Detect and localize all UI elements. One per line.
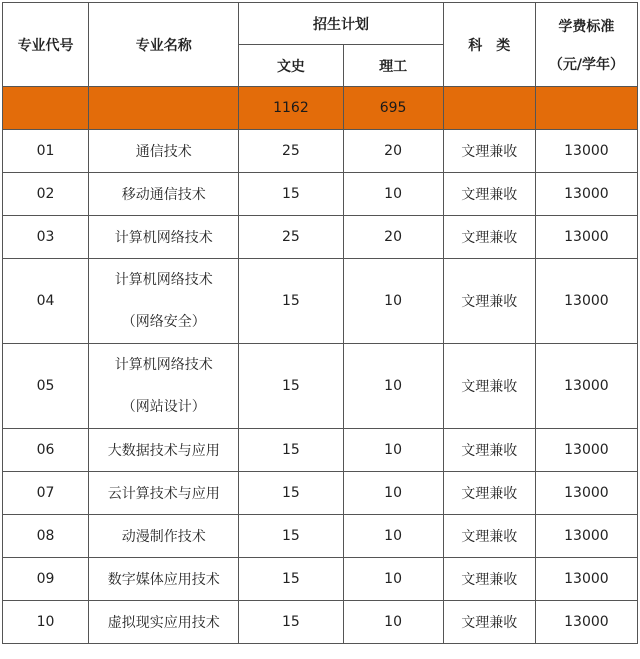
header-fee-line2: （元/学年） [548,56,624,73]
table-row [3,515,638,558]
cell-name-line1: 计算机网络技术 [114,272,213,288]
cell-name-line1: 计算机网络技术 [114,357,213,373]
header-name: 专业名称 [89,3,239,87]
cell-fee: 13000 [535,216,637,259]
summary-name [89,87,239,130]
cell-li: 10 [343,558,443,601]
cell-fee: 13000 [535,515,637,558]
cell-wen: 15 [239,344,343,429]
cell-fee: 13000 [535,472,637,515]
cell-wen: 15 [239,429,343,472]
cell-li: 20 [343,130,443,173]
cell-name: 大数据技术与应用 [89,429,239,472]
cell-name: 云计算技术与应用 [89,472,239,515]
cell-category: 文理兼收 [443,344,535,429]
table-row [3,130,638,173]
header-wen: 文史 [239,45,343,87]
cell-code: 09 [3,558,89,601]
header-row-top [3,3,638,45]
cell-name-line2: （网络安全） [121,314,206,330]
summary-category [443,87,535,130]
cell-code: 04 [3,259,89,344]
table-row [3,173,638,216]
header-fee [535,3,637,87]
header-category: 科 类 [443,3,535,87]
cell-name: 数字媒体应用技术 [89,558,239,601]
cell-code: 06 [3,429,89,472]
cell-name: 计算机网络技术 [89,216,239,259]
cell-wen: 15 [239,558,343,601]
cell-wen: 25 [239,216,343,259]
table-row [3,429,638,472]
cell-wen: 15 [239,173,343,216]
table-row [3,344,638,429]
summary-wen: 1162 [239,87,343,130]
cell-code: 02 [3,173,89,216]
cell-code: 01 [3,130,89,173]
cell-name: 虚拟现实应用技术 [89,601,239,644]
cell-wen: 15 [239,515,343,558]
cell-category: 文理兼收 [443,558,535,601]
cell-name [89,344,239,429]
cell-fee: 13000 [535,601,637,644]
cell-category: 文理兼收 [443,259,535,344]
cell-code: 05 [3,344,89,429]
table-row [3,472,638,515]
cell-wen: 15 [239,259,343,344]
cell-fee: 13000 [535,558,637,601]
cell-category: 文理兼收 [443,130,535,173]
cell-li: 10 [343,601,443,644]
cell-fee: 13000 [535,130,637,173]
cell-li: 10 [343,515,443,558]
cell-fee: 13000 [535,173,637,216]
table-row [3,259,638,344]
summary-code [3,87,89,130]
cell-li: 10 [343,259,443,344]
cell-category: 文理兼收 [443,601,535,644]
cell-category: 文理兼收 [443,429,535,472]
cell-category: 文理兼收 [443,515,535,558]
cell-li: 10 [343,173,443,216]
cell-wen: 15 [239,601,343,644]
cell-category: 文理兼收 [443,173,535,216]
cell-name [89,259,239,344]
cell-wen: 15 [239,472,343,515]
summary-fee [535,87,637,130]
cell-code: 10 [3,601,89,644]
cell-fee: 13000 [535,259,637,344]
cell-li: 10 [343,429,443,472]
header-code: 专业代号 [3,3,89,87]
summary-row [3,87,638,130]
summary-li: 695 [343,87,443,130]
header-fee-line1: 学费标准 [558,18,615,35]
cell-wen: 25 [239,130,343,173]
table-row [3,601,638,644]
cell-category: 文理兼收 [443,216,535,259]
cell-name-line2: （网站设计） [121,399,206,415]
cell-li: 10 [343,344,443,429]
cell-fee: 13000 [535,429,637,472]
cell-name: 移动通信技术 [89,173,239,216]
enrollment-plan-table [2,2,638,644]
cell-li: 10 [343,472,443,515]
cell-name: 动漫制作技术 [89,515,239,558]
cell-fee: 13000 [535,344,637,429]
cell-code: 07 [3,472,89,515]
header-li: 理工 [343,45,443,87]
cell-li: 20 [343,216,443,259]
cell-code: 03 [3,216,89,259]
header-plan: 招生计划 [239,3,443,45]
cell-code: 08 [3,515,89,558]
cell-name: 通信技术 [89,130,239,173]
table-row [3,558,638,601]
cell-category: 文理兼收 [443,472,535,515]
table-row [3,216,638,259]
